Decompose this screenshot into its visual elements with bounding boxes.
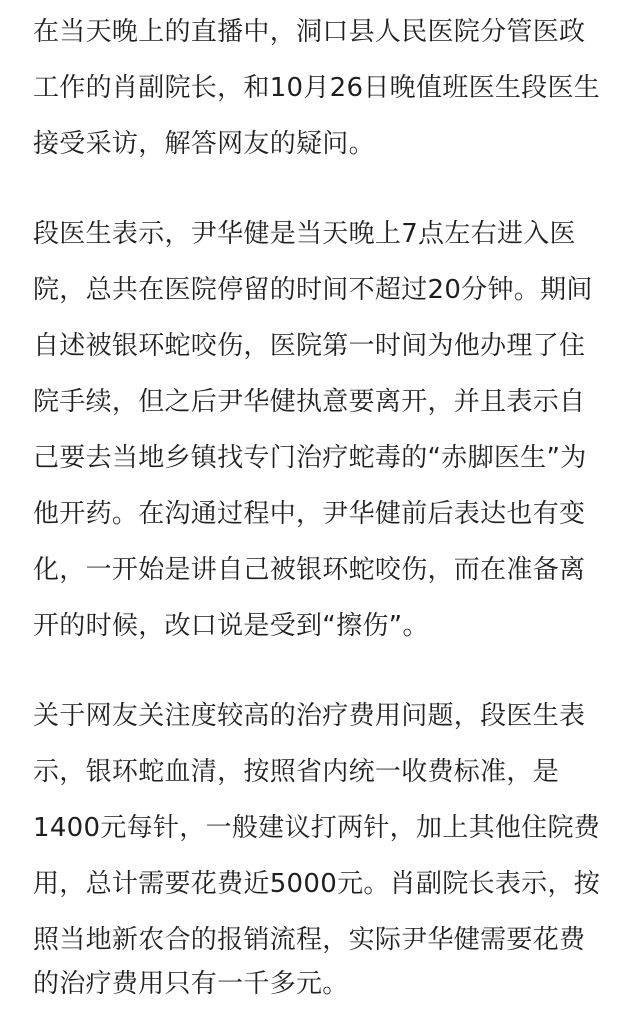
paragraph-2-line-5: 己要去当地乡镇找专门治疗蛇毒的“赤脚医生”为 xyxy=(33,443,587,473)
paragraph-3-line-6: 的治疗费用只有一千多元。 xyxy=(33,969,349,999)
paragraph-3-line-3: 1400元每针，一般建议打两针，加上其他住院费 xyxy=(33,813,601,843)
paragraph-1-line-2: 工作的肖副院长，和10月26日晚值班医生段医生 xyxy=(33,73,601,103)
paragraph-1-line-3: 接受采访，解答网友的疑问。 xyxy=(33,129,375,159)
paragraph-1-line-1: 在当天晚上的直播中，洞口县人民医院分管医政 xyxy=(33,17,586,47)
paragraph-3-line-2: 示，银环蛇血清，按照省内统一收费标准，是 xyxy=(33,757,560,787)
paragraph-3-line-4: 用，总计需要花费近5000元。肖副院长表示，按 xyxy=(33,869,601,899)
paragraph-2-line-4: 院手续，但之后尹华健执意要离开，并且表示自 xyxy=(33,387,586,417)
paragraph-2-line-8: 开的时候，改口说是受到“擦伤”。 xyxy=(33,611,429,641)
paragraph-2-line-2: 院，总共在医院停留的时间不超过20分钟。期间 xyxy=(33,275,593,305)
paragraph-2-line-7: 化，一开始是讲自己被银环蛇咬伤，而在准备离 xyxy=(33,555,586,585)
paragraph-2-line-3: 自述被银环蛇咬伤，医院第一时间为他办理了住 xyxy=(33,331,586,361)
paragraph-2-line-6: 他开药。在沟通过程中，尹华健前后表达也有变 xyxy=(33,499,586,529)
paragraph-3-line-5: 照当地新农合的报销流程，实际尹华健需要花费 xyxy=(33,925,586,955)
paragraph-2-line-1: 段医生表示，尹华健是当天晚上7点左右进入医 xyxy=(33,219,576,249)
paragraph-3-line-1: 关于网友关注度较高的治疗费用问题，段医生表 xyxy=(33,701,586,731)
